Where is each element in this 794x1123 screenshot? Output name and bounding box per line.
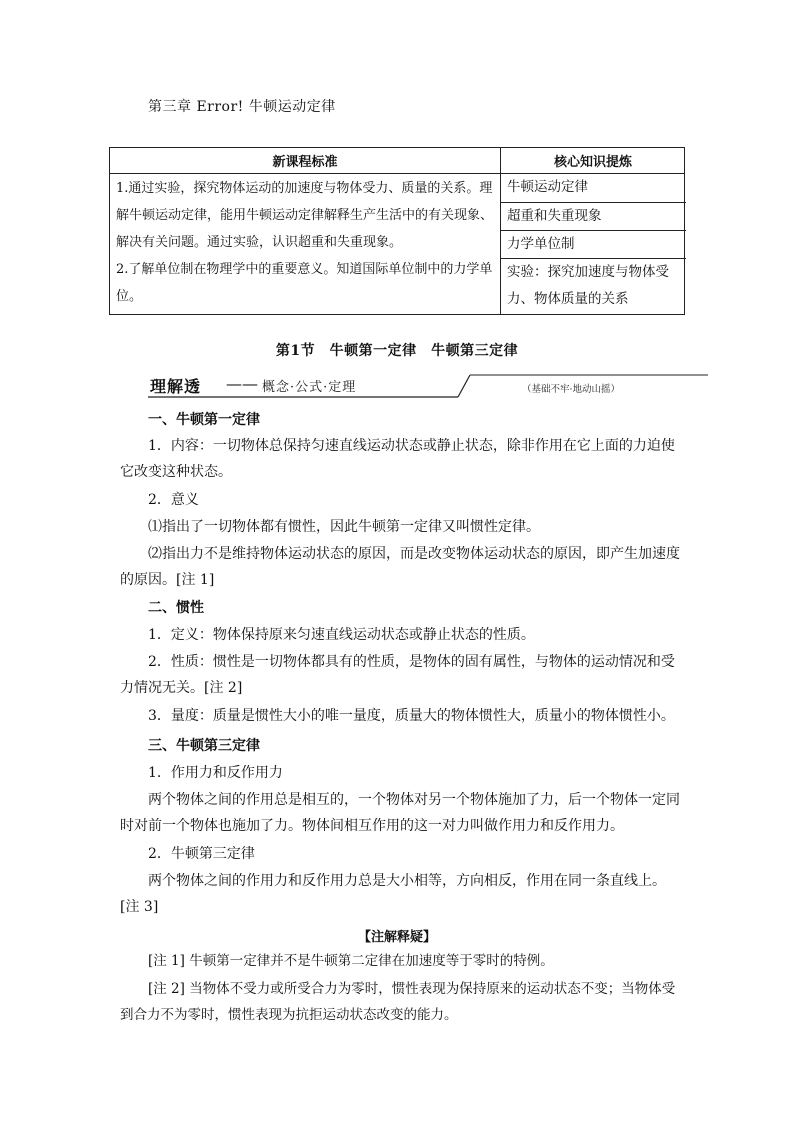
paragraph-action-reaction: 两个物体之间的作用总是相互的，一个物体对另一个物体施加了力，后一个物体一定同时对前一个物体也施加了力。物体间相互作用的这一对力叫做作用力和反作用力。 [120, 792, 680, 834]
paragraph-property: 2．性质：惯性是一切物体都具有的性质，是物体的固有属性，与物体的运动情况和受力情况无关。[注 2] [120, 654, 675, 696]
chapter-title: 第三章 Error! 牛顿运动定律 [148, 99, 336, 115]
standards-paragraph: 1.通过实验，探究物体运动的加速度与物体受力、质量的关系。理解牛顿运动定律，能用牛顿运动定律解释生产生活中的有关现象、解决有关问题。通过实验，认识超重和失重现象。 [116, 181, 494, 250]
standards-text [116, 175, 496, 310]
paragraph-third-law: 两个物体之间的作用力和反作用力总是大小相等，方向相反，作用在同一条直线上。[注 3] [120, 873, 666, 915]
core-item: 实验：探究加速度与物体受力、物体质量的关系 [507, 264, 669, 307]
paragraph-content: 1．内容：一切物体总保持匀速直线运动状态或静止状态，除非作用在它上面的力迫使它改变这种状态。 [120, 438, 675, 480]
paragraph-measure: 3．量度：质量是惯性大小的唯一量度，质量大的物体惯性大，质量小的物体惯性小。 [148, 708, 675, 724]
section-title: 第1节 牛顿第一定律 牛顿第三定律 [275, 343, 519, 359]
table-header-standards: 新课程标准 [272, 155, 338, 170]
heading-inertia: 二、惯性 [148, 600, 204, 616]
heading-newton-first-law: 一、牛顿第一定律 [148, 412, 260, 428]
note-1: [注 1] 牛顿第一定律并不是牛顿第二定律在加速度等于零时的特例。 [148, 953, 554, 969]
banner-subtitle: 概念·公式·定理 [262, 380, 357, 395]
core-item: 牛顿运动定律 [507, 179, 588, 195]
paragraph-third-law-title: 2．牛顿第三定律 [148, 846, 255, 862]
paragraph-inertia-law: ⑴指出了一切物体都有惯性，因此牛顿第一定律又叫惯性定律。 [148, 519, 540, 535]
notes-title: 【注解释疑】 [357, 930, 436, 945]
note-2: [注 2] 当物体不受力或所受合力为零时，惯性表现为保持原来的运动状态不变；当物体受到合力不为零时，惯性表现为抗拒运动状态改变的能力。 [120, 981, 676, 1023]
paragraph-significance: 2．意义 [148, 492, 199, 508]
standards-table [109, 147, 685, 315]
paragraph-force-cause: ⑵指出力不是维持物体运动状态的原因，而是改变物体运动状态的原因，即产生加速度的原因。[注 1] [120, 546, 680, 588]
paragraph-definition: 1．定义：物体保持原来匀速直线运动状态或静止状态的性质。 [148, 627, 535, 643]
banner-note: （基础不牢·地动山摇） [522, 384, 621, 395]
heading-newton-third-law: 三、牛顿第三定律 [148, 738, 260, 754]
banner-title: 理解透 [150, 377, 202, 396]
standards-paragraph: 2.了解单位制在物理学中的重要意义。知道国际单位制中的力学单位。 [116, 262, 493, 304]
paragraph-action-reaction-title: 1．作用力和反作用力 [148, 765, 283, 781]
table-header-core-knowledge: 核心知识提炼 [553, 155, 632, 170]
banner-dash: —— [226, 374, 258, 393]
core-item: 力学单位制 [507, 236, 575, 252]
core-item: 超重和失重现象 [507, 208, 602, 224]
